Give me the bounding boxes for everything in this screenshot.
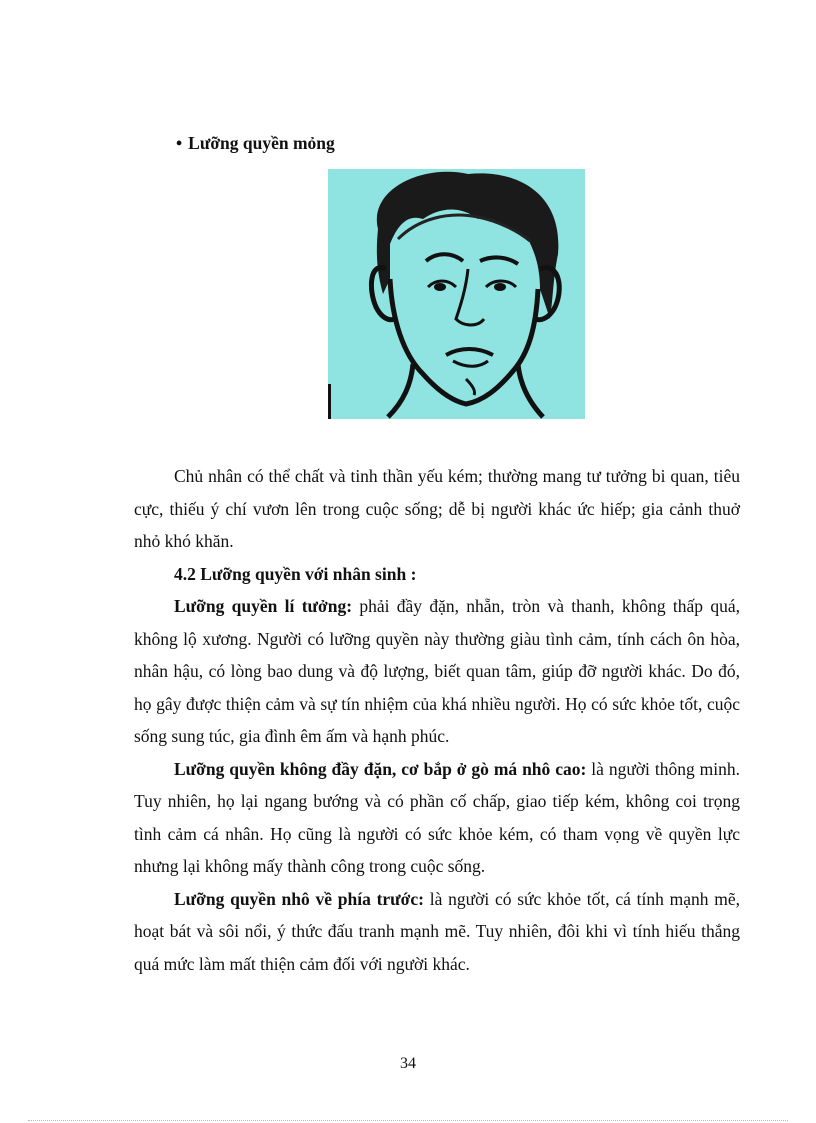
bullet-heading xyxy=(176,133,335,154)
section-heading: 4.2 Lưỡng quyền với nhân sinh : xyxy=(174,563,417,584)
face-illustration-icon xyxy=(328,169,585,419)
paragraph-text: phải đầy đặn, nhẵn, tròn và thanh, không thấp quá, không lộ xương. Người có lưỡng quyền này thường giàu tình cảm, tính cách ôn hòa, nhân hậu, có lòng bao dung và độ lượng, biết quan tâm, giúp đỡ người khác. Do đó, họ gây được thiện cảm và sự tín nhiệm của khá nhiều người. Họ có sức khỏe tốt, cuộc sống sung túc, gia đình êm ấm và hạnh phúc. xyxy=(134,596,740,746)
footer-divider xyxy=(28,1120,788,1121)
paragraph-lead: Lưỡng quyền lí tưởng: xyxy=(174,596,353,616)
paragraph-lead: Lưỡng quyền nhô về phía trước: xyxy=(174,888,424,909)
paragraph-lead: Lưỡng quyền không đầy đặn, cơ bắp ở gò má nhô cao: xyxy=(174,758,587,779)
body-text xyxy=(134,460,740,980)
paragraph-text: là người thông minh. Tuy nhiên, họ lại ngang bướng và có phần cố chấp, giao tiếp kém, không coi trọng tình cảm cá nhân. Họ cũng là người có sức khỏe kém, có tham vọng về quyền lực nhưng lại không mấy thành công trong cuộc sống. xyxy=(134,758,740,876)
face-illustration xyxy=(328,169,585,419)
paragraph xyxy=(134,883,740,981)
paragraph: Chủ nhân có thể chất và tinh thần yếu kém; thường mang tư tưởng bi quan, tiêu cực, thiếu ý chí vươn lên trong cuộc sống; dễ bị người khác ức hiếp; gia cảnh thuở nhỏ khó khăn. xyxy=(134,466,740,551)
paragraph xyxy=(134,590,740,753)
bullet-heading-text: Lưỡng quyền mỏng xyxy=(188,133,335,153)
page-number: 34 xyxy=(400,1055,416,1072)
paragraph xyxy=(134,753,740,883)
bullet-icon: • xyxy=(176,133,183,153)
paragraph-text: là người có sức khỏe tốt, cá tính mạnh mẽ, hoạt bát và sôi nổi, ý thức đấu tranh mạnh mẽ. Tuy nhiên, đôi khi vì tính hiếu thắng quá mức làm mất thiện cảm đối với người khác. xyxy=(134,888,740,974)
